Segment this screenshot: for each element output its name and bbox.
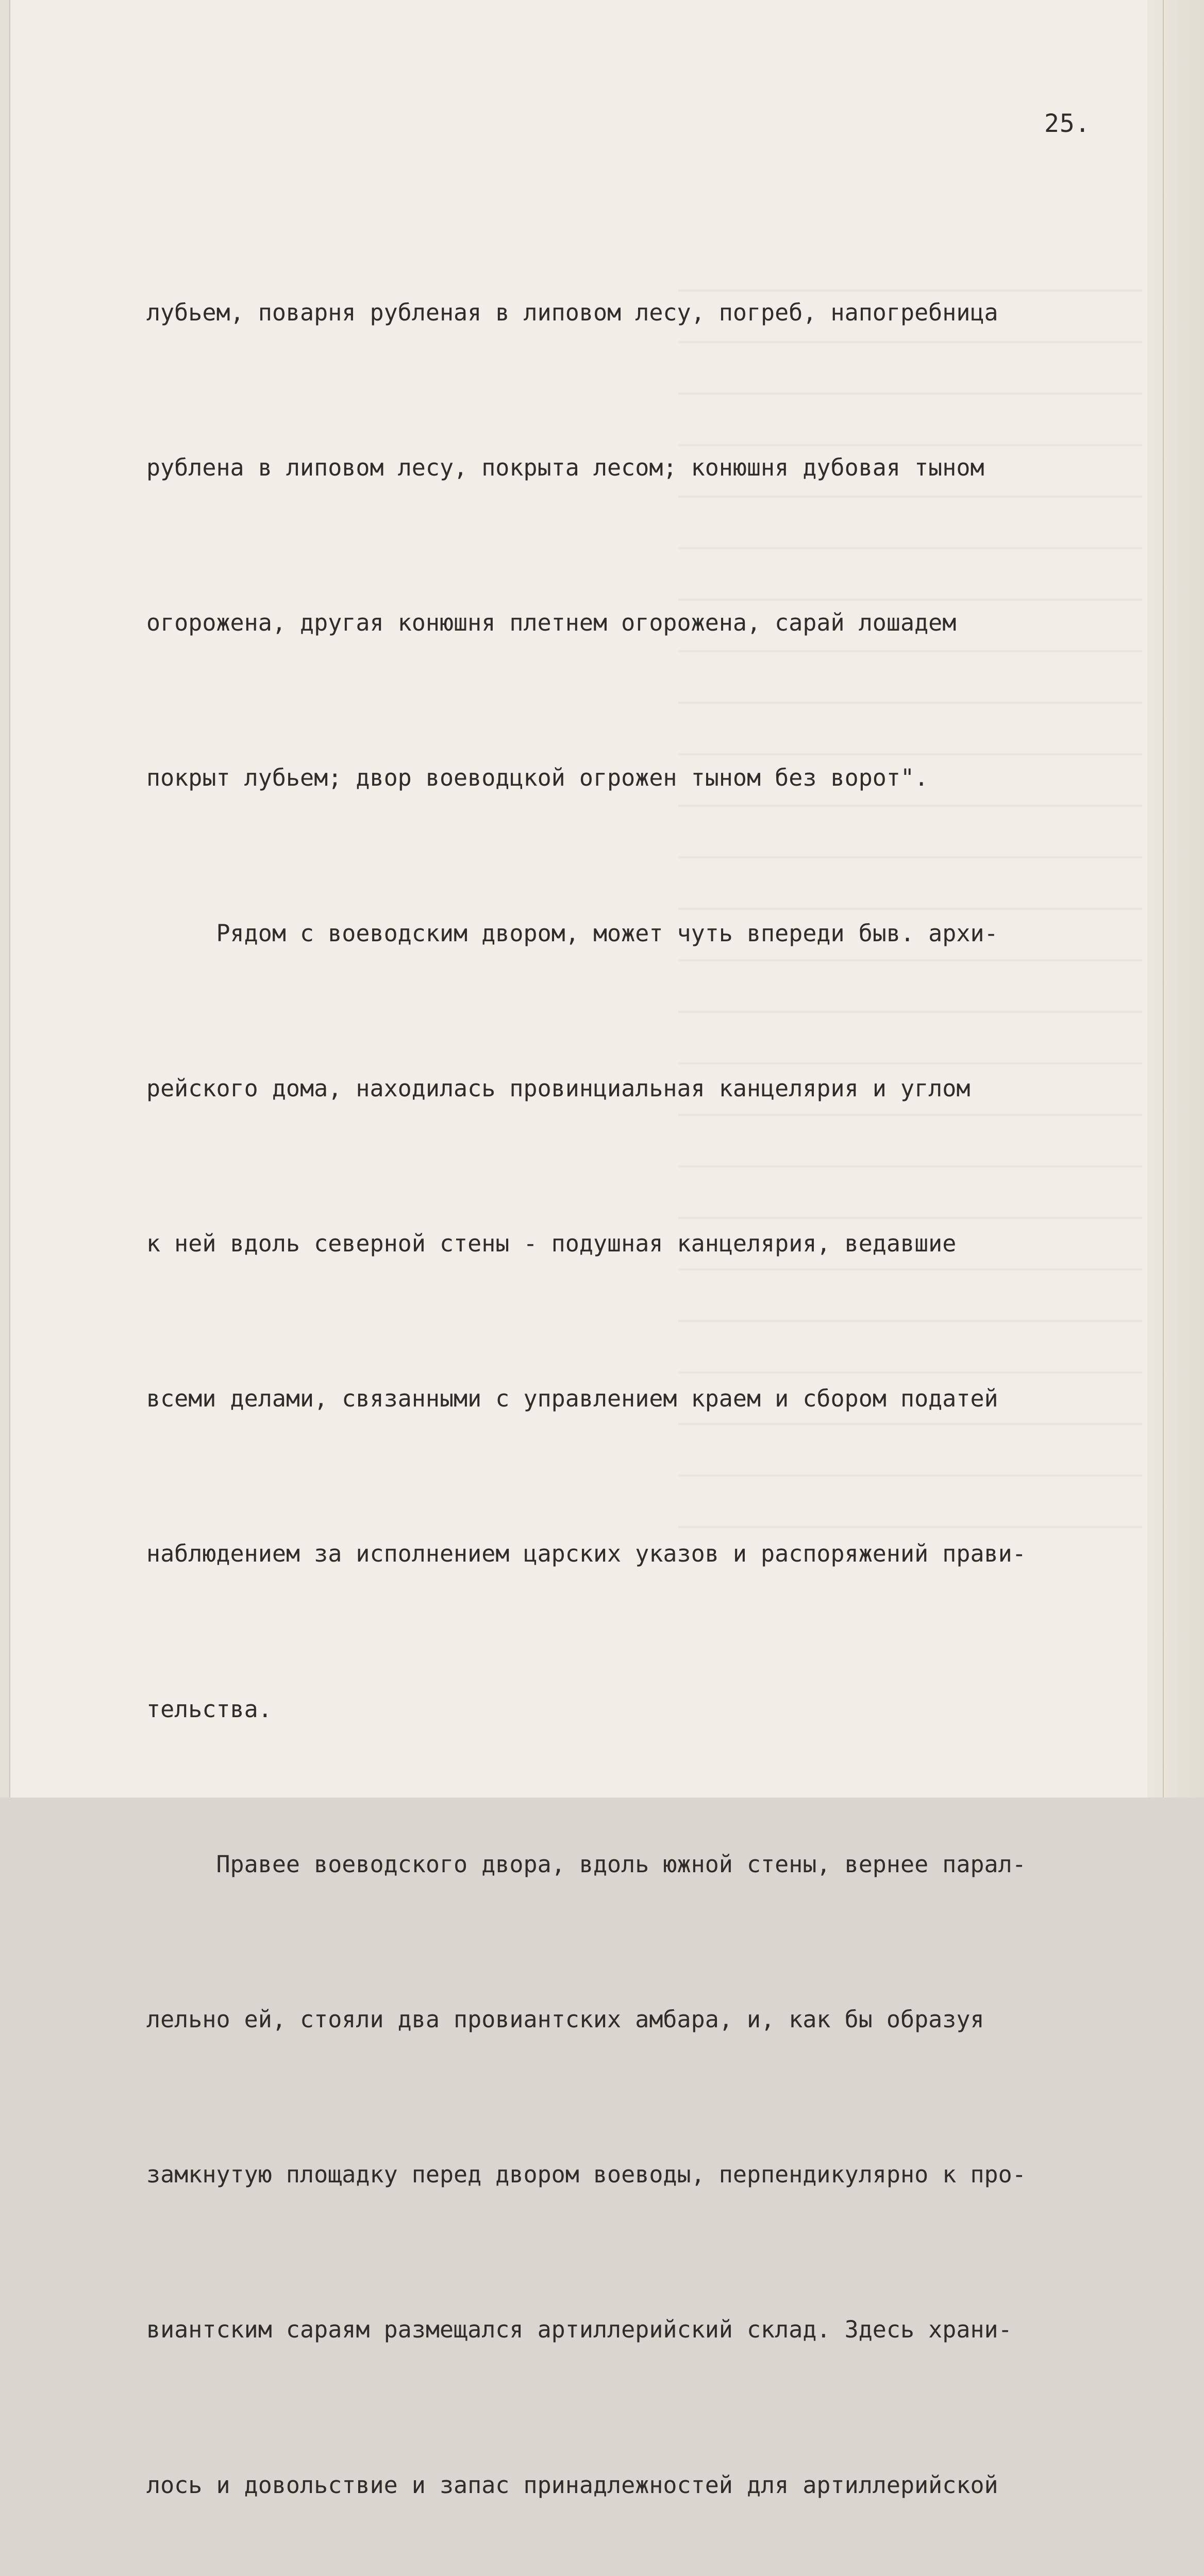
page-number: 25. [1044,109,1091,138]
text-line: тельства. [146,1695,272,1723]
text-line: рейского дома, находилась провинциальная канцелярия и углом [146,1074,971,1102]
text-line: виантским сараям размещался артиллерийский склад. Здесь храни- [146,2316,1012,2344]
left-margin-strip [0,0,10,1798]
body-text [146,183,1167,2576]
text-line: наблюдением за исполнением царских указов и распоряжений прави- [146,1540,1026,1568]
text-line: огорожена, другая конюшня плетнем огорожена, сарай лошадем [146,609,957,637]
text-line: Рядом с воеводским двором, может чуть впереди быв. архи- [146,919,998,947]
text-line: лось и довольствие и запас принадлежностей для артиллерийской [146,2471,998,2499]
text-line: замкнутую площадку перед двором воеводы, перпендикулярно к про- [146,2161,1026,2189]
text-line: к ней вдоль северной стены - подушная канцелярия, ведавшие [146,1230,957,1258]
text-line: покрыт лубьем; двор воеводцкой огрожен тыном без ворот". [146,764,929,792]
text-line: Правее воеводского двора, вдоль южной стены, вернее парал- [146,1850,1026,1878]
text-line: всеми делами, связанными с управлением краем и сбором податей [146,1385,998,1413]
text-line: рублена в липовом лесу, покрыта лесом; конюшня дубовая тыном [146,454,984,482]
text-line: лубьем, поварня рубленая в липовом лесу, погреб, напогребница [146,298,998,326]
text-line: лельно ей, стояли два провиантских амбара, и, как бы образуя [146,2006,984,2033]
